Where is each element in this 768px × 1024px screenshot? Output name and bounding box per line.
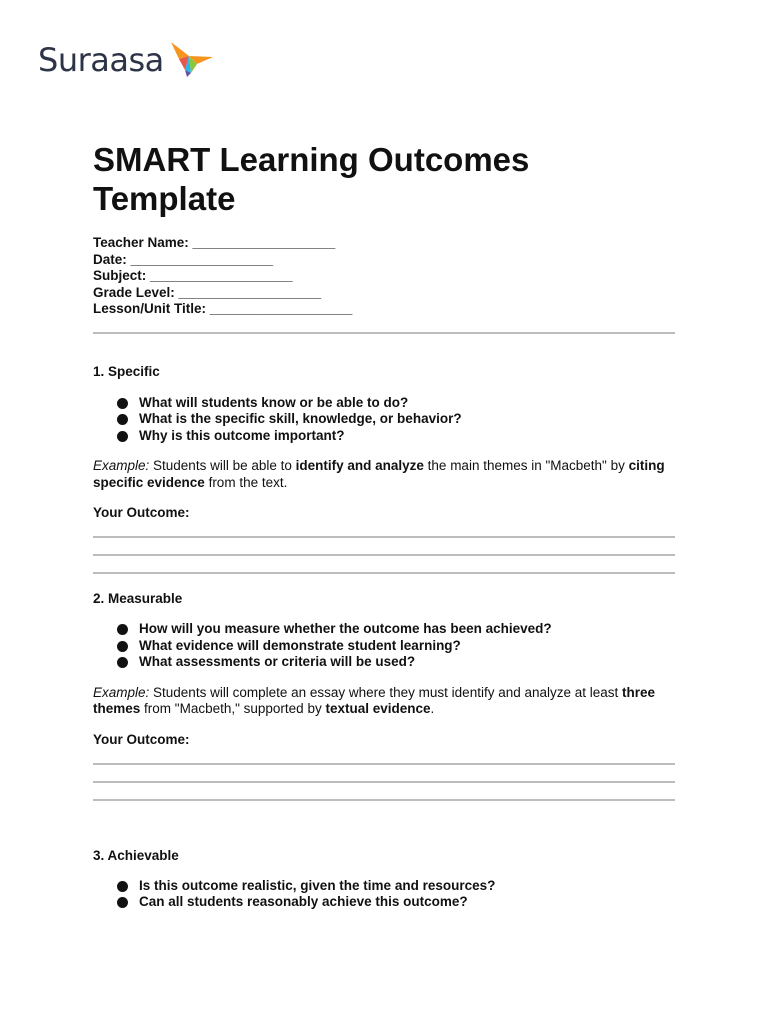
writing-line	[93, 572, 675, 574]
example-text: Example: Students will complete an essay where they must identify and analyze at least three themes from "Macbeth," supported by textual evidence.	[93, 684, 656, 716]
question-list	[93, 621, 675, 671]
writing-line	[93, 554, 675, 556]
list-item: What assessments or criteria will be used?	[117, 654, 675, 671]
list-item: What is the specific skill, knowledge, or behavior?	[117, 411, 675, 428]
section-title: 3. Achievable	[93, 847, 179, 863]
list-item: Can all students reasonably achieve this outcome?	[117, 894, 675, 911]
bullet-icon	[117, 414, 128, 425]
divider	[93, 332, 675, 334]
bullet-icon	[117, 881, 128, 892]
outcome-writing-lines	[93, 763, 675, 801]
bullet-icon	[117, 897, 128, 908]
bullet-icon	[117, 398, 128, 409]
question-list	[93, 395, 675, 445]
list-item: What will students know or be able to do?	[117, 395, 675, 412]
section-title: 1. Specific	[93, 363, 160, 379]
bullet-icon	[117, 641, 128, 652]
question-list	[93, 878, 675, 911]
subject-field: Subject: ___________________	[93, 268, 293, 283]
bullet-icon	[117, 624, 128, 635]
brand-name: Suraasa	[38, 41, 164, 79]
date-field: Date: ___________________	[93, 251, 274, 267]
writing-line	[93, 799, 675, 801]
grade-level-field: Grade Level: ___________________	[93, 284, 322, 300]
section-title: 2. Measurable	[93, 591, 183, 606]
teacher-name-field: Teacher Name: ___________________	[93, 235, 336, 250]
brand-logo	[38, 40, 215, 80]
your-outcome-label: Your Outcome:	[93, 505, 190, 520]
lesson-title-field: Lesson/Unit Title: ___________________	[93, 301, 353, 316]
list-item: What evidence will demonstrate student learning?	[117, 638, 675, 655]
bullet-icon	[117, 431, 128, 442]
writing-line	[93, 781, 675, 783]
writing-line	[93, 536, 675, 538]
writing-line	[93, 763, 675, 765]
header-fields	[93, 235, 675, 318]
butterfly-logo-icon	[167, 40, 215, 78]
your-outcome-label: Your Outcome:	[93, 731, 190, 747]
outcome-writing-lines	[93, 536, 675, 574]
example-text: Example: Students will be able to identify and analyze the main themes in "Macbeth" by citing specific evidence from the text.	[93, 458, 665, 490]
list-item: How will you measure whether the outcome has been achieved?	[117, 621, 675, 638]
list-item: Why is this outcome important?	[117, 428, 675, 445]
bullet-icon	[117, 657, 128, 668]
document-body	[93, 140, 675, 911]
list-item: Is this outcome realistic, given the time and resources?	[117, 878, 675, 895]
page-title: SMART Learning Outcomes Template	[93, 141, 530, 217]
